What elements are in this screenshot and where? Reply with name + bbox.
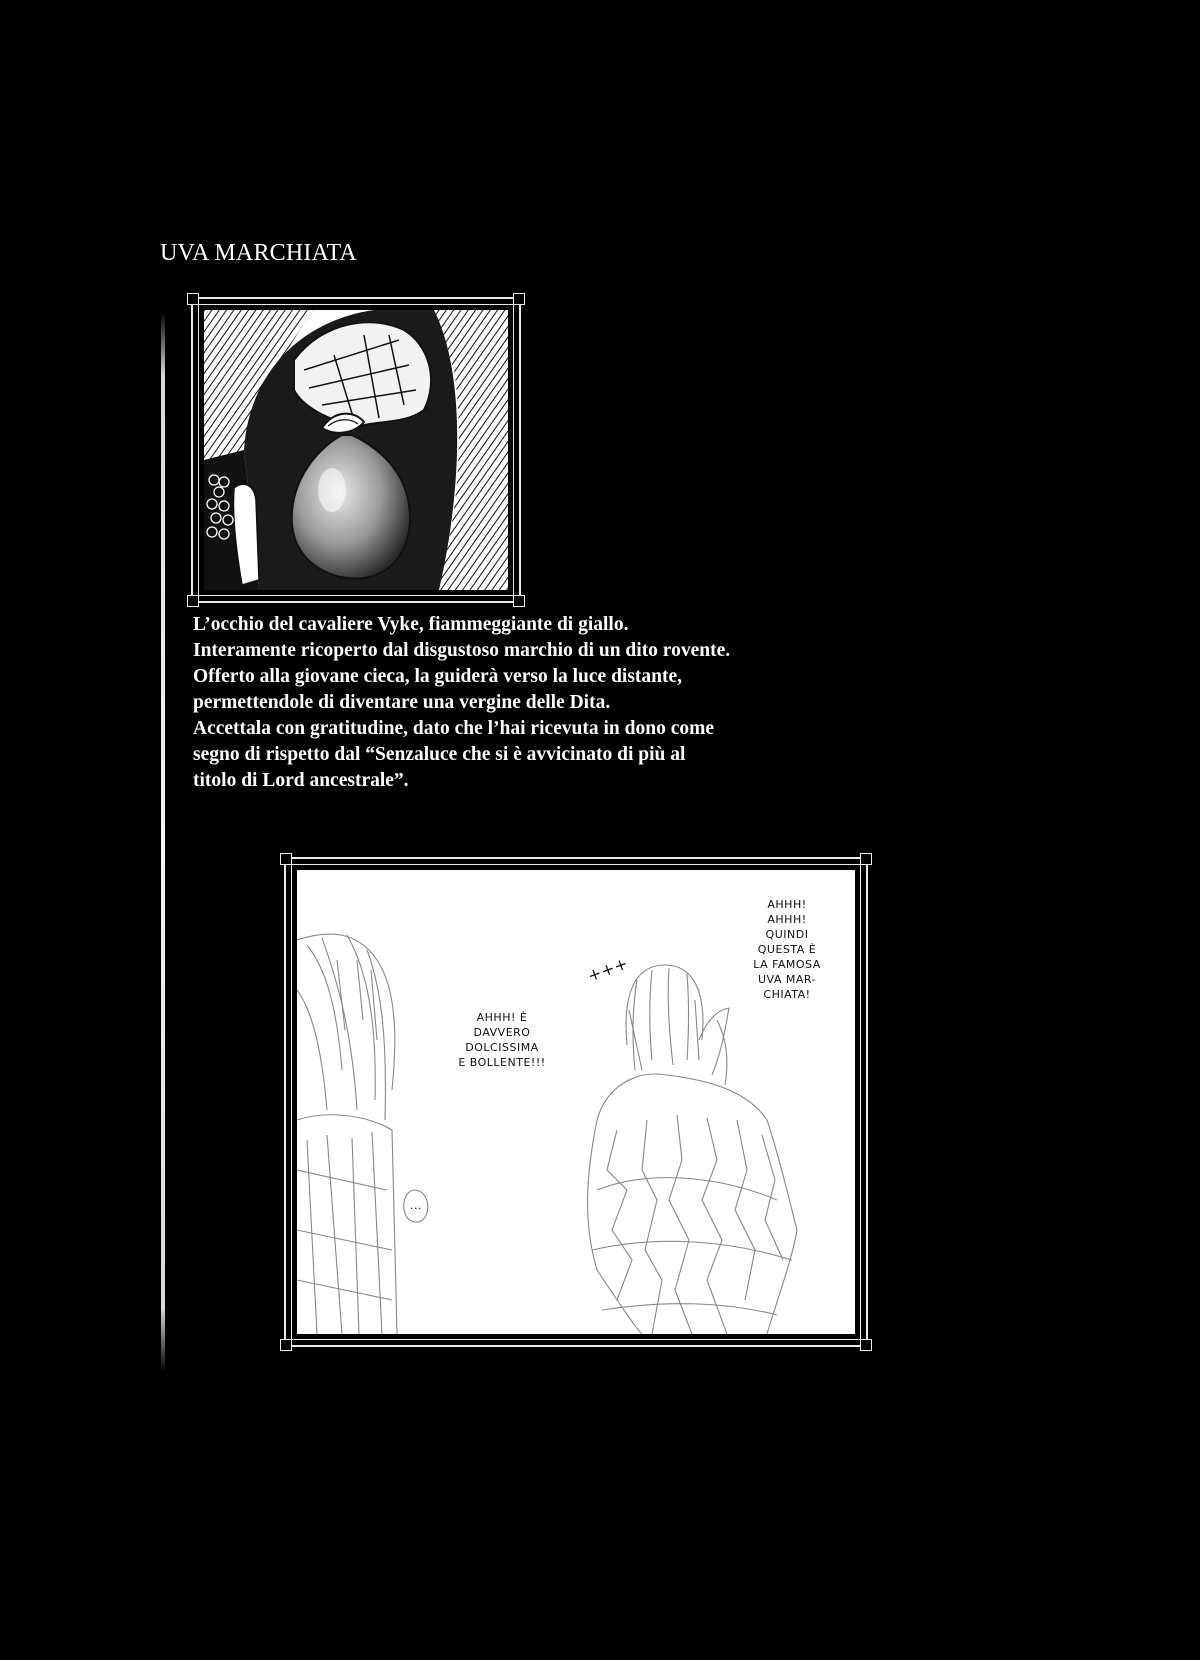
speech-line: E BOLLENTE!!! [458,1056,546,1069]
speech-line: AHHH! [767,898,807,911]
speech-line: QUINDI [765,928,809,941]
description-line: Accettala con gratitudine, dato che l’hai ricevuta in dono come [193,718,715,739]
speech-line: CHIATA! [763,988,811,1001]
speech-line: LA FAMOSA [753,958,821,971]
comic-panel [297,870,855,1334]
item-illustration [204,310,508,590]
sound-effect: +++ [585,953,631,986]
speech-line: QUESTA È [757,943,817,956]
speech-line: DAVVERO [473,1026,531,1039]
description-line: Interamente ricoperto dal disgustoso marchio di un dito rovente. [193,640,731,661]
speech-line: AHHH! [767,913,807,926]
speech-line: DOLCISSIMA [465,1041,539,1054]
side-divider [161,312,165,1372]
description-line: L’occhio del cavaliere Vyke, fiammeggiante di giallo. [193,614,629,635]
description-line: permettendole di diventare una vergine delle Dita. [193,692,611,713]
description-line: titolo di Lord ancestrale”. [193,770,409,791]
description-line: Offerto alla giovane cieca, la guiderà verso la luce distante, [193,666,683,687]
section-title: UVA MARCHIATA [160,240,357,266]
speech-bubble-left [447,1010,557,1070]
grape-illustration [204,310,508,590]
speech-line: AHHH! È [476,1011,528,1024]
item-description [193,612,833,794]
speech-bubble-right [737,897,837,1002]
speech-line: UVA MAR- [757,973,817,986]
speech-bubble-ellipsis: ... [410,1199,422,1212]
description-line: segno di rispetto dal “Senzaluce che si è avvicinato di più al [193,744,686,765]
